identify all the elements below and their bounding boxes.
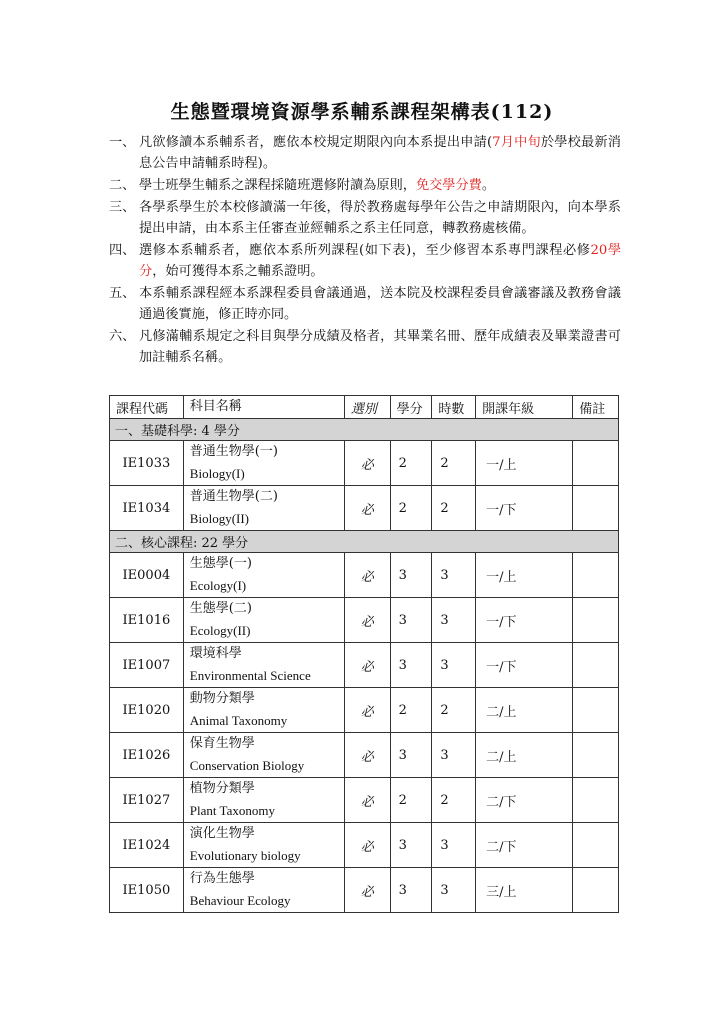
course-year: 二/下 [476, 778, 573, 823]
course-name-zh: 行為生態學 [189, 871, 255, 886]
course-name-zh: 動物分類學 [189, 691, 255, 706]
course-hours: 3 [432, 823, 476, 868]
course-row [110, 733, 619, 778]
rule-text-part: 於學校最新消息公告申請輔系時程)。 [139, 135, 621, 171]
course-credits: 3 [390, 733, 432, 778]
course-name [183, 823, 344, 868]
course-table [109, 395, 619, 913]
course-row [110, 868, 619, 913]
rule-text [139, 326, 621, 368]
course-code: IE1034 [110, 486, 184, 531]
course-hours: 3 [432, 868, 476, 913]
rule-text-part: 各學系學生於本校修讀滿一年後，得於教務處每學年公告之申請期限內，向本學系提出申請，由本系主任審查並經輔系之系主任同意，轉教務處核備。 [139, 200, 621, 236]
rules-list [109, 132, 621, 369]
course-name [183, 778, 344, 823]
course-name [183, 643, 344, 688]
course-code: IE1026 [110, 733, 184, 778]
highlight-text: 免交學分費 [415, 178, 482, 193]
course-year: 一/下 [476, 486, 573, 531]
course-credits: 3 [390, 553, 432, 598]
column-header: 學分 [390, 396, 432, 419]
course-name-en: Behaviour Ecology [189, 893, 291, 908]
course-name-en: Plant Taxonomy [189, 803, 275, 818]
course-row [110, 441, 619, 486]
course-note [573, 486, 619, 531]
section-title: 二、核心課程: 22 學分 [110, 531, 619, 553]
course-code: IE1007 [110, 643, 184, 688]
rule-item [109, 283, 621, 325]
course-year: 二/上 [476, 733, 573, 778]
course-note [573, 868, 619, 913]
course-row [110, 688, 619, 733]
course-code: IE1020 [110, 688, 184, 733]
rule-text [139, 132, 621, 174]
course-name-en: Conservation Biology [189, 758, 305, 773]
course-name-en: Ecology(I) [189, 578, 247, 593]
rule-text-part: 凡欲修讀本系輔系者，應依本校規定期限內向本系提出申請( [139, 135, 493, 150]
course-note [573, 688, 619, 733]
course-code: IE1033 [110, 441, 184, 486]
rule-text [139, 197, 621, 239]
course-hours: 3 [432, 643, 476, 688]
course-credits: 3 [390, 598, 432, 643]
course-row [110, 778, 619, 823]
course-year: 二/上 [476, 688, 573, 733]
course-row [110, 486, 619, 531]
course-type: 必 [344, 441, 390, 486]
rule-item [109, 326, 621, 368]
course-name [183, 553, 344, 598]
course-name-en: Environmental Science [189, 668, 311, 683]
course-year: 一/上 [476, 553, 573, 598]
course-code: IE1016 [110, 598, 184, 643]
rule-number: 五、 [109, 286, 136, 301]
course-name-en: Ecology(II) [189, 623, 251, 638]
rule-number: 四、 [109, 243, 136, 258]
column-header: 開課年級 [476, 396, 573, 419]
course-note [573, 441, 619, 486]
course-name-zh: 保育生物學 [189, 736, 255, 751]
course-type: 必 [344, 486, 390, 531]
rule-text-part: 凡修滿輔系規定之科目與學分成績及格者，其畢業名冊、歷年成績表及畢業證書可加註輔系名稱。 [139, 329, 621, 365]
course-name [183, 733, 344, 778]
course-name [183, 688, 344, 733]
course-code: IE0004 [110, 553, 184, 598]
course-year: 二/下 [476, 823, 573, 868]
rule-number: 六、 [109, 329, 136, 344]
column-header: 選別 [344, 396, 390, 419]
table-header-row [110, 396, 619, 419]
course-hours: 2 [432, 486, 476, 531]
rule-item [109, 175, 621, 196]
course-credits: 2 [390, 778, 432, 823]
course-hours: 2 [432, 441, 476, 486]
course-type: 必 [344, 688, 390, 733]
section-title: 一、基礎科學: 4 學分 [110, 419, 619, 441]
rule-text-part: 。 [481, 178, 496, 193]
course-row [110, 823, 619, 868]
course-note [573, 643, 619, 688]
course-credits: 3 [390, 643, 432, 688]
course-name-zh: 植物分類學 [189, 781, 255, 796]
document-title: 生態暨環境資源學系輔系課程架構表(112) [170, 101, 554, 123]
course-name-zh: 環境科學 [189, 646, 242, 661]
course-note [573, 823, 619, 868]
course-type: 必 [344, 778, 390, 823]
rule-item [109, 240, 621, 282]
course-name [183, 598, 344, 643]
course-credits: 2 [390, 441, 432, 486]
course-hours: 2 [432, 688, 476, 733]
rule-text-part: 本系輔系課程經本系課程委員會議通過，送本院及校課程委員會議審議及教務會議通過後實施，修正時亦同。 [139, 286, 621, 322]
course-row [110, 553, 619, 598]
course-year: 一/下 [476, 643, 573, 688]
course-name-zh: 普通生物學(二) [189, 489, 278, 504]
course-code: IE1024 [110, 823, 184, 868]
course-note [573, 778, 619, 823]
course-year: 一/上 [476, 441, 573, 486]
course-year: 一/下 [476, 598, 573, 643]
course-note [573, 553, 619, 598]
rule-text [139, 240, 621, 282]
course-type: 必 [344, 598, 390, 643]
course-name-zh: 生態學(二) [189, 601, 252, 616]
course-name-en: Biology(I) [189, 466, 245, 481]
course-hours: 3 [432, 598, 476, 643]
course-type: 必 [344, 553, 390, 598]
rule-text [139, 283, 621, 325]
course-credits: 2 [390, 688, 432, 733]
column-header: 科目名稱 [183, 396, 344, 419]
rule-item [109, 197, 621, 239]
course-name-en: Evolutionary biology [189, 848, 301, 863]
course-name-en: Biology(II) [189, 511, 250, 526]
course-name [183, 441, 344, 486]
course-row [110, 598, 619, 643]
course-name-zh: 生態學(一) [189, 556, 252, 571]
rule-number: 三、 [109, 200, 136, 215]
rule-item [109, 132, 621, 174]
course-row [110, 643, 619, 688]
course-name [183, 868, 344, 913]
course-credits: 3 [390, 823, 432, 868]
course-code: IE1027 [110, 778, 184, 823]
course-hours: 3 [432, 733, 476, 778]
section-header-row [110, 531, 619, 553]
course-type: 必 [344, 733, 390, 778]
section-header-row [110, 419, 619, 441]
course-hours: 3 [432, 553, 476, 598]
course-name-en: Animal Taxonomy [189, 713, 288, 728]
column-header: 課程代碼 [110, 396, 184, 419]
rule-number: 一、 [109, 135, 136, 150]
course-year: 三/上 [476, 868, 573, 913]
rule-text [139, 175, 621, 196]
rule-text-part: ，始可獲得本系之輔系證明。 [152, 264, 324, 279]
highlight-text: 7月中旬 [492, 135, 541, 150]
course-name [183, 486, 344, 531]
rule-number: 二、 [109, 178, 136, 193]
column-header: 時數 [432, 396, 476, 419]
rule-text-part: 學士班學生輔系之課程採隨班選修附讀為原則， [139, 178, 416, 193]
course-code: IE1050 [110, 868, 184, 913]
course-name-zh: 普通生物學(一) [189, 444, 278, 459]
course-note [573, 598, 619, 643]
course-note [573, 733, 619, 778]
course-type: 必 [344, 643, 390, 688]
course-hours: 2 [432, 778, 476, 823]
rule-text-part: 選修本系輔系者，應依本系所列課程(如下表)，至少修習本系專門課程必修 [139, 243, 591, 258]
course-credits: 2 [390, 486, 432, 531]
course-name-zh: 演化生物學 [189, 826, 255, 841]
highlight-text: 20學分 [139, 243, 622, 279]
course-type: 必 [344, 823, 390, 868]
column-header: 備註 [573, 396, 619, 419]
course-type: 必 [344, 868, 390, 913]
course-credits: 3 [390, 868, 432, 913]
